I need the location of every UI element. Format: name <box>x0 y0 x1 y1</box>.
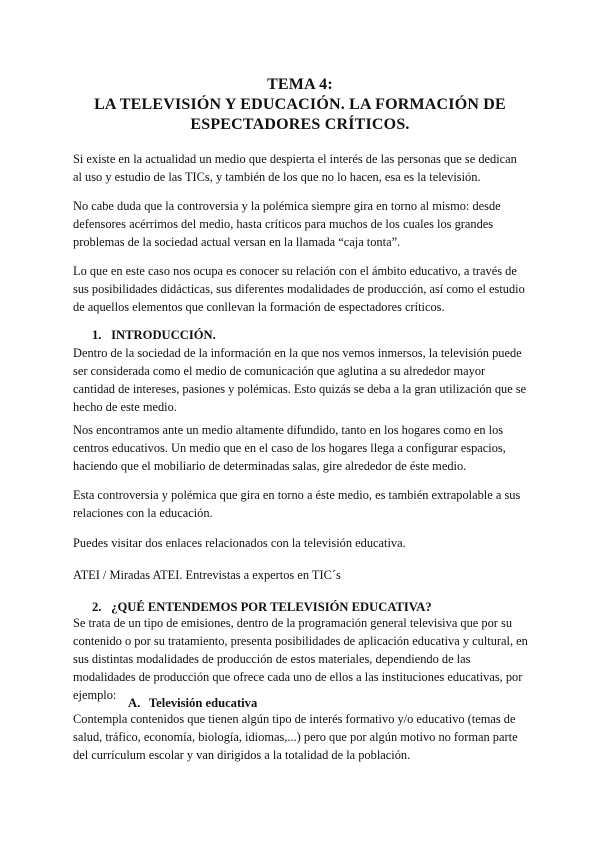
subsection-a-number: A. <box>128 696 141 710</box>
intro-paragraph-3: Lo que en este caso nos ocupa es conocer su relación con el ámbito educativo, a través de sus posibilidades didácticas, sus diferentes modalidades de producción, así como el estudio de aquellos elementos que conllevan la formación de espectadores críticos. <box>73 264 525 314</box>
intro-paragraph-2: No cabe duda que la controversia y la polémica siempre gira en torno al mismo: desde defensores acérrimos del medio, hasta críticos para muchos de los cuales los grandes problemas de la sociedad actual versan en la llamada “caja tonta”. <box>73 199 501 249</box>
document-title-line-1: TEMA 4: <box>267 76 333 93</box>
section-1-paragraph-4: Puedes visitar dos enlaces relacionados con la televisión educativa. <box>73 536 406 550</box>
document-title-line-3: ESPECTADORES CRÍTICOS. <box>190 116 410 133</box>
subsection-a-paragraph-1: Contempla contenidos que tienen algún tipo de interés formativo y/o educativo (temas de salud, tráfico, economía, biología, idiomas,...) pero que por algún motivo no forman parte del currículum escolar y van dirigidos a la totalidad de la población. <box>73 712 518 762</box>
section-1-paragraph-5: ATEI / Miradas ATEI. Entrevistas a expertos en TIC´s <box>73 568 341 582</box>
section-2-title: ¿QUÉ ENTENDEMOS POR TELEVISIÓN EDUCATIVA? <box>111 600 432 614</box>
section-1-heading <box>92 326 216 344</box>
document-title-line-2: LA TELEVISIÓN Y EDUCACIÓN. LA FORMACIÓN DE <box>94 96 506 113</box>
section-2-paragraph-1: Se trata de un tipo de emisiones, dentro de la programación general televisiva que por su contenido o por su tratamiento, presenta posibilidades de aplicación educativa y cultural, en sus distintas modalidades de producción de estos materiales, dependiendo de las modalidades de producción que ofrece cada uno de ellos a las instituciones educativas, por ejemplo: <box>73 616 528 702</box>
intro-paragraph-1: Si existe en la actualidad un medio que despierta el interés de las personas que se dedican al uso y estudio de las TICs, y también de los que no lo hacen, esa es la televisión. <box>73 152 517 184</box>
section-1-paragraph-2: Nos encontramos ante un medio altamente difundido, tanto en los hogares como en los centros educativos. Un medio que en el caso de los hogares llega a configurar espacios, haciendo que el mobiliario de determinadas salas, gire alrededor de éste medio. <box>73 423 506 473</box>
section-1-title: INTRODUCCIÓN. <box>111 328 216 342</box>
section-1-paragraph-3: Esta controversia y polémica que gira en torno a éste medio, es también extrapolable a sus relaciones con la educación. <box>73 488 521 520</box>
section-2-number: 2. <box>92 600 102 614</box>
section-1-paragraph-1: Dentro de la sociedad de la información en la que nos vemos inmersos, la televisión puede ser considerada como el medio de comunicación que aglutina a su alrededor mayor cantidad de intereses, pasiones y polémicas. Esto quizás se deba a la gran utilización que se hecho de este medio. <box>73 346 527 414</box>
section-1-number: 1. <box>92 328 102 342</box>
subsection-a-title: Televisión educativa <box>148 696 258 710</box>
